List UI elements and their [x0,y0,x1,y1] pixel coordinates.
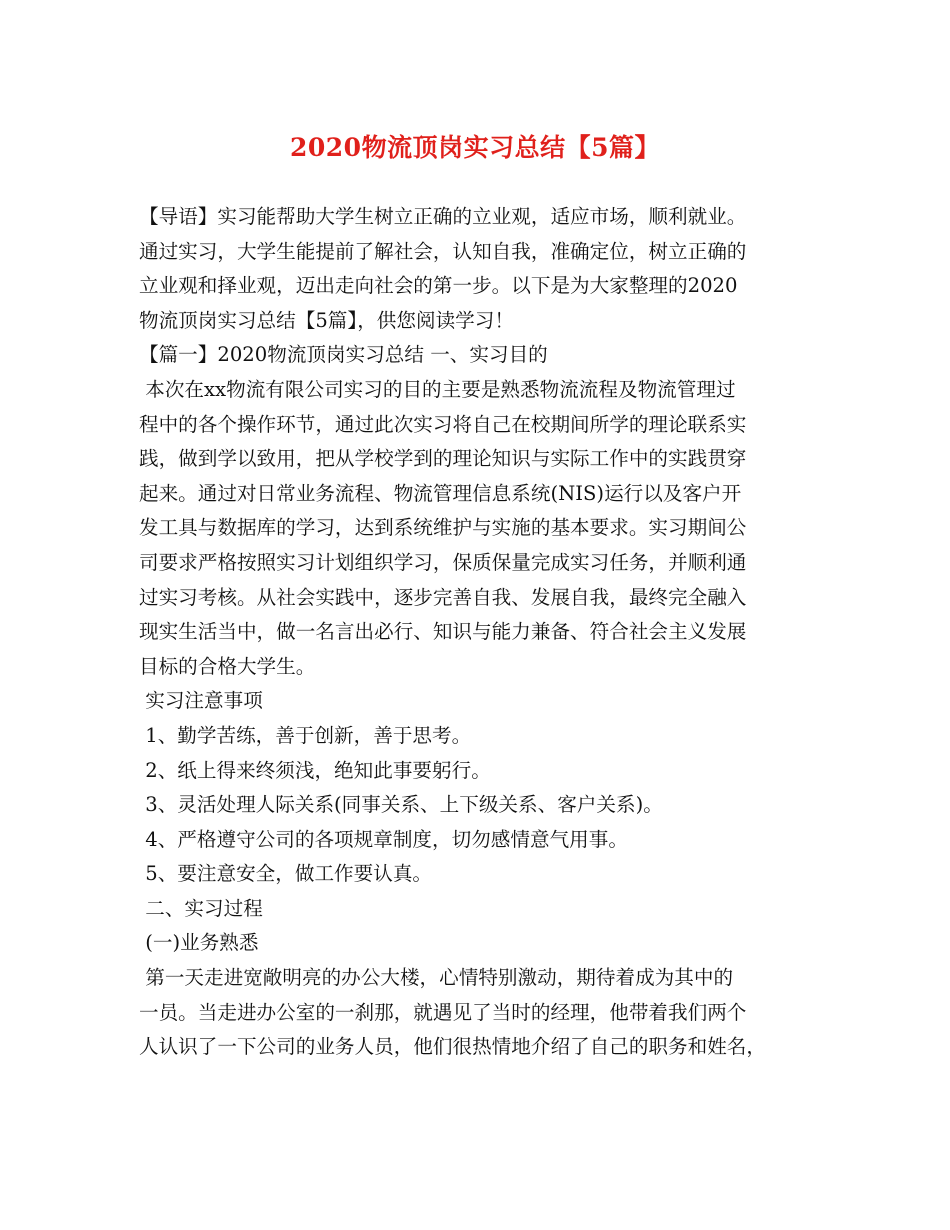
text-line: 过实习考核。从社会实践中，逐步完善自我、发展自我，最终完全融入 [139,585,747,609]
text-line: 目标的合格大学生。 [139,654,316,678]
text-line: 现实生活当中，做一名言出必行、知识与能力兼备、符合社会主义发展 [139,620,747,644]
text-line: 程中的各个操作环节，通过此次实习将自己在校期间所学的理论联系实 [139,412,747,436]
text-line: 一员。当走进办公室的一刹那，就遇见了当时的经理，他带着我们两个 [139,1000,747,1024]
text-line: 立业观和择业观，迈出走向社会的第一步。以下是为大家整理的2020 [139,274,738,298]
text-line: 践，做到学以致用，把从学校学到的理论知识与实际工作中的实践贯穿 [139,447,747,471]
text-line: 起来。通过对日常业务流程、物流管理信息系统(NIS)运行以及客户开 [139,481,742,505]
text-line: 4、严格遵守公司的各项规章制度，切勿感情意气用事。 [139,827,628,851]
text-line: 人认识了一下公司的业务人员，他们很热情地介绍了自己的职务和姓名， [139,1035,766,1059]
text-line: 2、纸上得来终须浅，绝知此事要躬行。 [139,758,491,782]
text-line: 第一天走进宽敞明亮的办公大楼，心情特别激动，期待着成为其中的 [139,966,734,990]
text-line: 本次在xx物流有限公司实习的目的主要是熟悉物流流程及物流管理过 [139,377,736,401]
text-line: 司要求严格按照实习计划组织学习，保质保量完成实习任务，并顺利通 [139,550,747,574]
text-line: 5、要注意安全，做工作要认真。 [139,862,433,886]
text-line: (一)业务熟悉 [139,931,259,955]
text-line: 3、灵活处理人际关系(同事关系、上下级关系、客户关系)。 [139,793,663,817]
text-line: 通过实习，大学生能提前了解社会，认知自我，准确定位，树立正确的 [139,239,747,263]
document-body [139,200,819,1065]
text-line: 实习注意事项 [139,689,263,713]
text-line: 发工具与数据库的学习，达到系统维护与实施的基本要求。实习期间公 [139,516,747,540]
text-line: 物流顶岗实习总结【5篇】，供您阅读学习！ [139,308,514,332]
text-line: 【导语】实习能帮助大学生树立正确的立业观，适应市场，顺利就业。 [139,205,747,228]
document-title: 2020物流顶岗实习总结【5篇】 [290,133,660,162]
text-line: 二、实习过程 [139,896,263,920]
text-line: 【篇一】2020物流顶岗实习总结 一、实习目的 [139,343,548,367]
text-line: 1、勤学苦练，善于创新，善于思考。 [139,723,472,747]
